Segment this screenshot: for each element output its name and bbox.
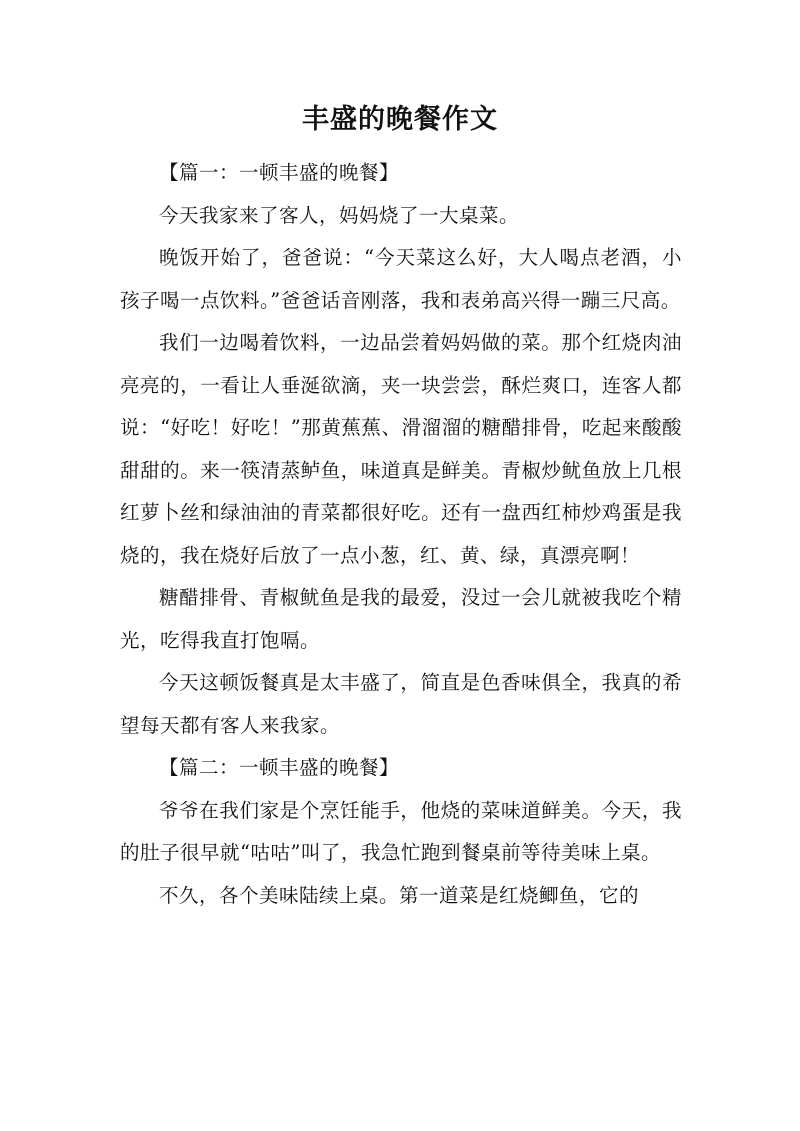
paragraph: 爷爷在我们家是个烹饪能手，他烧的菜味道鲜美。今天，我的肚子很早就“咕咕”叫了，我急忙跑到餐桌前等待美味上桌。 xyxy=(120,798,682,864)
paragraph: 晚饭开始了，爸爸说：“今天菜这么好，大人喝点老酒，小孩子喝一点饮料。”爸爸话音刚落，我和表弟高兴得一蹦三尺高。 xyxy=(120,246,682,312)
paragraph: 我们一边喝着饮料，一边品尝着妈妈做的菜。那个红烧肉油亮亮的，一看让人垂涎欲滴，夹一块尝尝，酥烂爽口，连客人都说：“好吃！好吃！”那黄蕉蕉、滑溜溜的糖醋排骨，吃起来酸酸甜甜的。来一筷清蒸鲈鱼，味道真是鲜美。青椒炒鱿鱼放上几根红萝卜丝和绿油油的青菜都很好吃。还有一盘西红柿炒鸡蛋是我烧的，我在烧好后放了一点小葱，红、黄、绿，真漂亮啊！ xyxy=(120,331,682,567)
document-title: 丰盛的晚餐作文 xyxy=(302,104,498,135)
paragraph: 糖醋排骨、青椒鱿鱼是我的最爱，没过一会儿就被我吃个精光，吃得我直打饱嗝。 xyxy=(120,586,682,652)
section-heading-2: 【篇二：一顿丰盛的晚餐】 xyxy=(159,756,400,779)
paragraph: 今天我家来了客人，妈妈烧了一大桌菜。 xyxy=(159,203,520,227)
section-heading-1: 【篇一：一顿丰盛的晚餐】 xyxy=(159,161,400,184)
paragraph: 不久，各个美味陆续上桌。第一道菜是红烧鲫鱼，它的 xyxy=(159,883,640,907)
document-body xyxy=(120,152,682,917)
paragraph: 今天这顿饭餐真是太丰盛了，简直是色香味俱全，我真的希望每天都有客人来我家。 xyxy=(120,671,682,737)
